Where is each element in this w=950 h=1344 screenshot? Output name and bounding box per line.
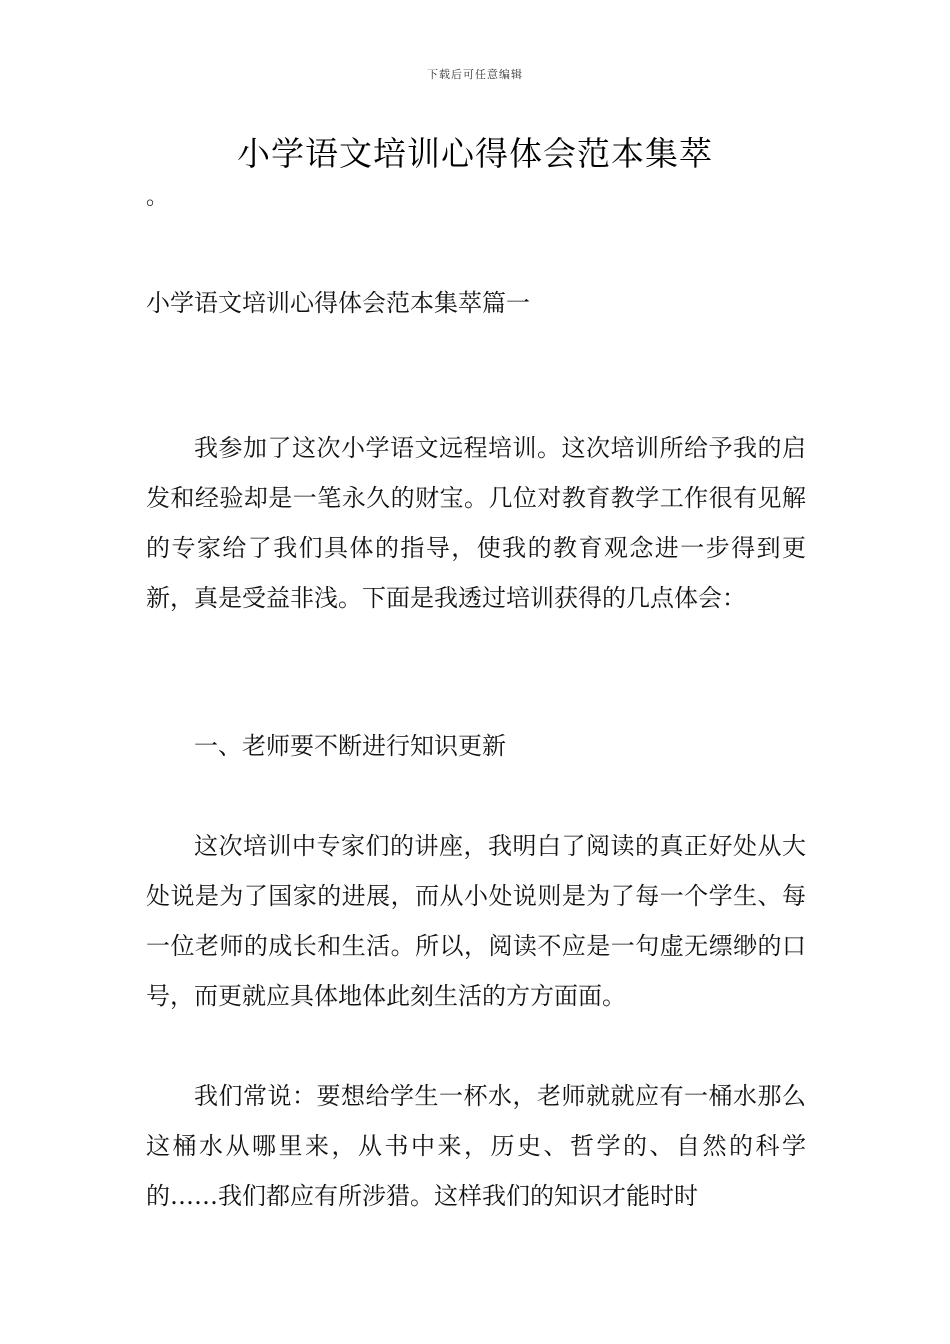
stray-punctuation: 。 (146, 185, 169, 210)
body-paragraph-3: 我们常说：要想给学生一杯水，老师就就应有一桶水那么这桶水从哪里来，从书中来，历史、哲学的、自然的科学的……我们都应有所涉猎。这样我们的知识才能时时 (146, 1082, 806, 1210)
document-title: 小学语文培训心得体会范本集萃 (237, 134, 713, 173)
section-heading: 小学语文培训心得体会范本集萃篇一 (146, 289, 530, 317)
body-paragraph-1: 我参加了这次小学语文远程培训。这次培训所给予我的启发和经验却是一笔永久的财宝。几位对教育教学工作很有见解的专家给了我们具体的指导，使我的教育观念进一步得到更新，真是受益非浅。下面是我透过培训获得的几点体会： (146, 434, 806, 612)
subheading-knowledge-update: 一、老师要不断进行知识更新 (194, 732, 506, 760)
body-paragraph-2: 这次培训中专家们的讲座，我明白了阅读的真正好处从大处说是为了国家的进展，而从小处说则是为了每一个学生、每一位老师的成长和生活。所以，阅读不应是一句虚无缥缈的口号，而更就应具体地体此刻生活的方方面面。 (146, 832, 806, 1010)
header-note: 下载后可任意编辑 (427, 68, 523, 81)
